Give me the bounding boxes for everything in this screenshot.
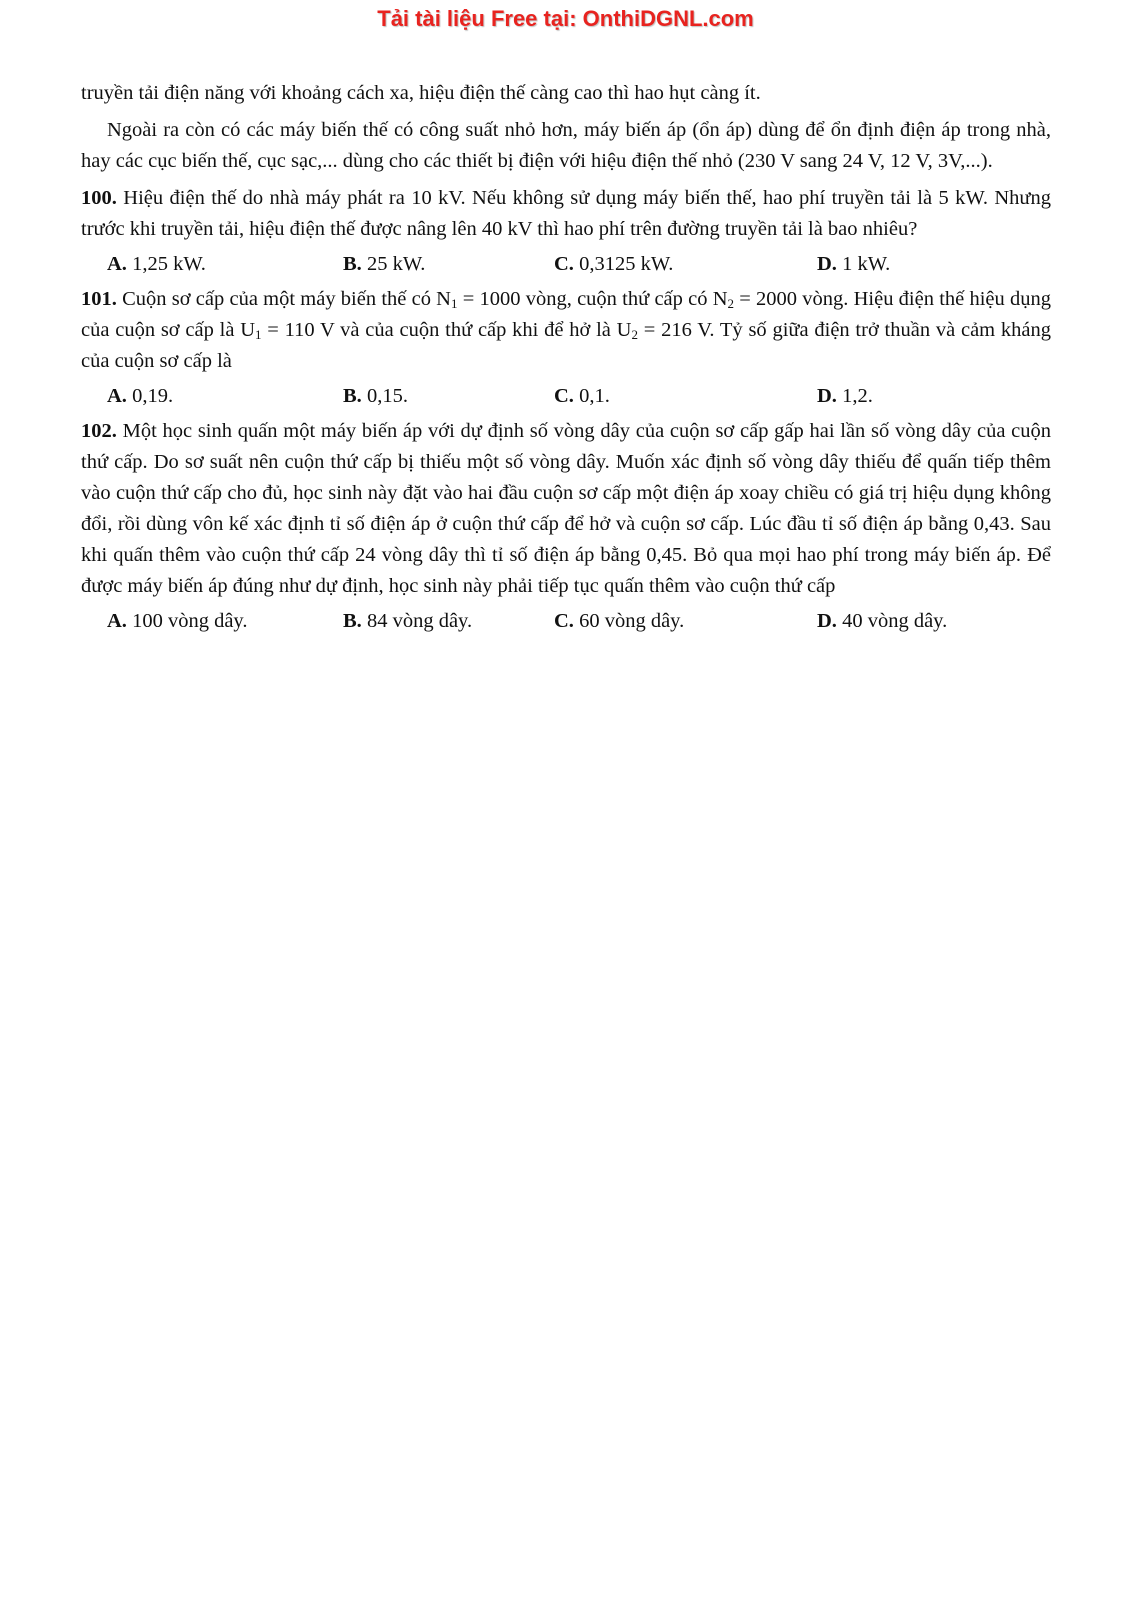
option-a[interactable]: A. 1,25 kW. xyxy=(107,253,206,275)
option-d[interactable]: D. 40 vòng dây. xyxy=(817,610,948,632)
option-d[interactable]: D. 1,2. xyxy=(817,385,873,407)
question-100 xyxy=(81,183,1051,245)
question-number: 100. xyxy=(81,187,117,209)
site-banner[interactable]: Tải tài liệu Free tại: OnthiDGNL.com xyxy=(377,6,754,31)
option-b[interactable]: B. 0,15. xyxy=(343,385,408,407)
option-c[interactable]: C. 0,1. xyxy=(554,385,610,407)
question-number: 101. xyxy=(81,288,117,310)
option-b[interactable]: B. 25 kW. xyxy=(343,253,426,275)
question-text: Hiệu điện thế do nhà máy phát ra 10 kV. Nếu không sử dụng máy biến thế, hao phí truyền tải là 5 kW. Nhưng trước khi truyền tải, hiệu điện thế được nâng lên 40 kV thì hao phí trên đường truyền tải là bao nhiêu? xyxy=(81,187,1052,240)
option-d[interactable]: D. 1 kW. xyxy=(817,253,891,275)
answer-options-100 xyxy=(81,249,1051,280)
question-102 xyxy=(81,416,1051,602)
option-a[interactable]: A. 100 vòng dây. xyxy=(107,610,248,632)
intro-paragraph-2: Ngoài ra còn có các máy biến thế có công suất nhỏ hơn, máy biến áp (ổn áp) dùng để ổn định điện áp trong nhà, hay các cục biến thế, cục sạc,... dùng cho các thiết bị điện với hiệu điện thế nhỏ (230 V sang 24 V, 12 V, 3V,...). xyxy=(81,119,1051,172)
question-101: 101. Cuộn sơ cấp của một máy biến thế có $N_1 = 1000$ vòng, cuộn thứ cấp có $N_2 = 2000$ vòng. Hiệu điện thế hiệu dụng của cuộn sơ cấp là $U_1 = 110$ V và của cuộn thứ cấp khi để hở là $U_2 = 216$ V. Tỷ số giữa điện trở thuần và cảm kháng của cuộn sơ cấp là xyxy=(81,288,1051,372)
question-text: Một học sinh quấn một máy biến áp với dự định số vòng dây của cuộn sơ cấp gấp hai lần số vòng dây của cuộn thứ cấp. Do sơ suất nên cuộn thứ cấp bị thiếu một số vòng dây. Muốn xác định số vòng dây thiếu để quấn tiếp thêm vào cuộn thứ cấp cho đủ, học sinh này đặt vào hai đầu cuộn sơ cấp một điện áp xoay chiều có giá trị hiệu dụng không đổi, rồi dùng vôn kế xác định tỉ số điện áp ở cuộn thứ cấp để hở và cuộn sơ cấp. Lúc đầu tỉ số điện áp bằng 0,43. Sau khi quấn thêm vào cuộn thứ cấp 24 vòng dây thì tỉ số điện áp bằng 0,45. Bỏ qua mọi hao phí trong máy biến áp. Để được máy biến áp đúng như dự định, học sinh này phải tiếp tục quấn thêm vào cuộn thứ cấp xyxy=(81,420,1052,597)
option-b[interactable]: B. 84 vòng dây. xyxy=(343,610,473,632)
option-c[interactable]: C. 60 vòng dây. xyxy=(554,610,685,632)
intro-paragraph-1: truyền tải điện năng với khoảng cách xa, hiệu điện thế càng cao thì hao hụt càng ít. xyxy=(81,82,761,104)
answer-options-101 xyxy=(81,381,1051,412)
document-body xyxy=(81,78,1051,641)
option-a[interactable]: A. 0,19. xyxy=(107,385,174,407)
question-number: 102. xyxy=(81,420,117,442)
option-c[interactable]: C. 0,3125 kW. xyxy=(554,253,674,275)
answer-options-102 xyxy=(81,606,1051,637)
